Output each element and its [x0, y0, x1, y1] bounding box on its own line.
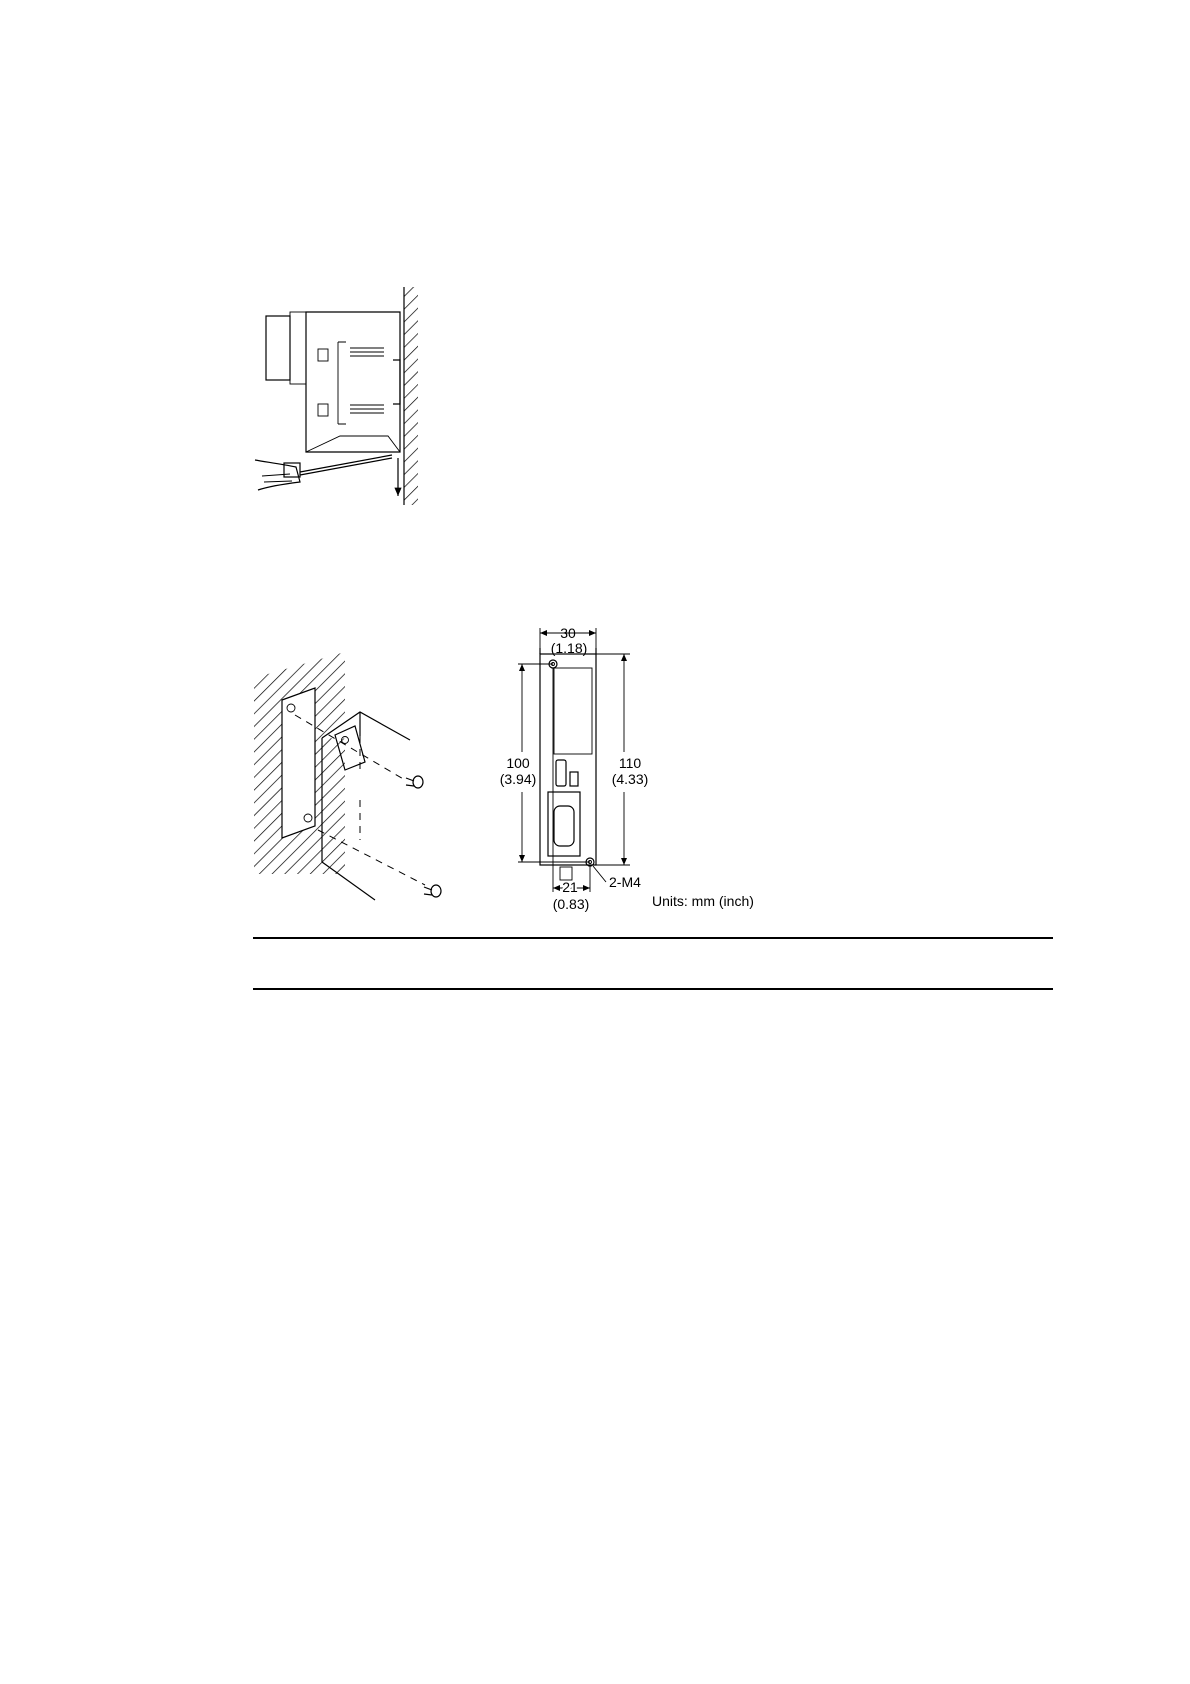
screw-label: 2-M4: [609, 874, 641, 890]
screw-leader-line: [593, 866, 606, 882]
dip-switch: [570, 772, 578, 786]
screw-bottom: [424, 885, 441, 897]
latch-window-bottom: [318, 404, 328, 416]
din-rail-removal-figure: [255, 287, 418, 505]
dimension-drawing: [500, 625, 754, 912]
label-area: [554, 668, 592, 754]
hole-spacing-value: 21: [562, 879, 578, 895]
inner-height-value: 100: [506, 755, 530, 771]
vent-slots-top: [350, 348, 384, 356]
latch-window-top: [318, 349, 328, 361]
wall-hatching: [404, 287, 418, 505]
divider-top: [253, 937, 1053, 939]
inner-height-inch: (3.94): [499, 771, 537, 787]
divider-bottom: [253, 988, 1053, 990]
status-led: [556, 760, 566, 786]
screw-top: [406, 776, 423, 788]
outer-height-inch: (4.33): [611, 771, 649, 787]
din-rail: [393, 360, 400, 404]
width-inch: (1.18): [550, 640, 588, 656]
unit-body: [306, 312, 400, 452]
units-label: Units: mm (inch): [652, 893, 754, 909]
mounting-plate: [282, 688, 315, 838]
width-value: 30: [560, 625, 576, 641]
serial-port: [554, 806, 574, 846]
front-connector: [266, 316, 290, 380]
wall-mount-figure: [254, 652, 441, 900]
hole-spacing-inch: (0.83): [552, 896, 590, 912]
outer-height-value: 110: [618, 755, 642, 771]
screwdriver-shaft: [300, 455, 392, 472]
vent-slots-bottom: [350, 405, 384, 413]
